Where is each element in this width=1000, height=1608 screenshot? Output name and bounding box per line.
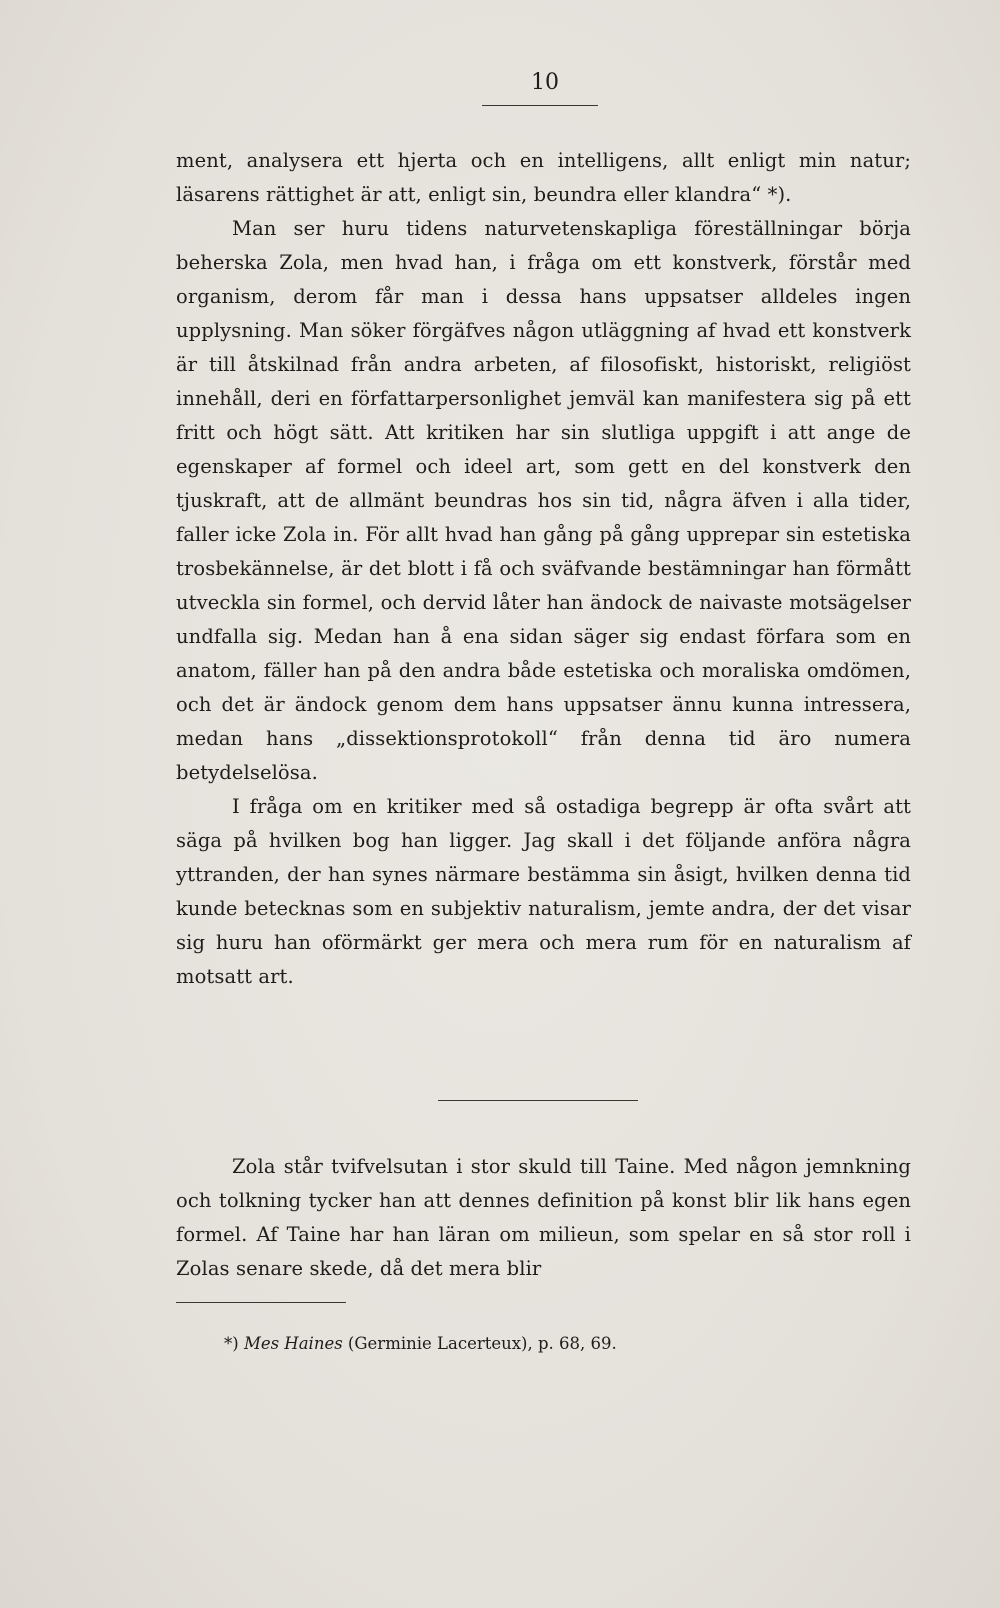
paragraph-continuation: ment, analysera ett hjerta och en intelligens, allt enligt min natur; läsarens rättighet är att, enligt sin, beundra eller klandra“ *).: [176, 149, 911, 206]
page-number-rule: [482, 105, 598, 106]
paragraph: I fråga om en kritiker med så ostadiga begrepp är ofta svårt att säga på hvilken bog han ligger. Jag skall i det följande anföra några yttranden, der han synes närmare bestämma sin åsigt, hvilken denna tid kunde betecknas som en subjektiv naturalism, jemte andra, der det visar sig huru han oförmärkt ger mera och mera rum för en naturalism af motsatt art.: [176, 795, 911, 988]
footnote: [224, 1332, 924, 1356]
footnote-marker: *): [224, 1334, 239, 1353]
footnote-citation: (Germinie Lacerteux), p. 68, 69.: [347, 1334, 617, 1353]
main-text-block: [176, 144, 911, 994]
section-divider: [438, 1100, 638, 1101]
footnote-rule: [176, 1302, 346, 1303]
section-text-block: [176, 1150, 911, 1286]
paragraph: Man ser huru tidens naturvetenskapliga föreställningar börja beherska Zola, men hvad han, i fråga om ett konstverk, förstår med organism, derom får man i dessa hans uppsatser alldeles ingen upplysning. Man söker förgäfves någon utläggning af hvad ett konstverk är till åtskilnad från andra arbeten, af filosofiskt, historiskt, religiöst innehåll, deri en författarpersonlighet jemväl kan manifestera sig på ett fritt och högt sätt. Att kritiken har sin slutliga uppgift i att ange de egenskaper af formel och ideel art, som gett en del konstverk den tjuskraft, att de allmänt beundras hos sin tid, några äfven i alla tider, faller icke Zola in. För allt hvad han gång på gång upprepar sin estetiska trosbekännelse, är det blott i få och sväfvande bestämningar han förmått utveckla sin formel, och dervid låter han ändock de naivaste motsägelser undfalla sig. Medan han å ena sidan säger sig endast förfara som en anatom, fäller han på den andra både estetiska och moraliska omdömen, och det är ändock genom dem hans uppsatser ännu kunna intressera, medan hans „dissektionsprotokoll“ från denna tid äro numera betydelselösa.: [176, 217, 911, 784]
paragraph: Zola står tvifvelsutan i stor skuld till Taine. Med någon jemnkning och tolkning tycker han att dennes definition på konst blir lik hans egen formel. Af Taine har han läran om milieun, som spelar en så stor roll i Zolas senare skede, då det mera blir: [176, 1155, 911, 1280]
page-number: 10: [531, 70, 559, 95]
footnote-title: Mes Haines: [243, 1334, 343, 1353]
